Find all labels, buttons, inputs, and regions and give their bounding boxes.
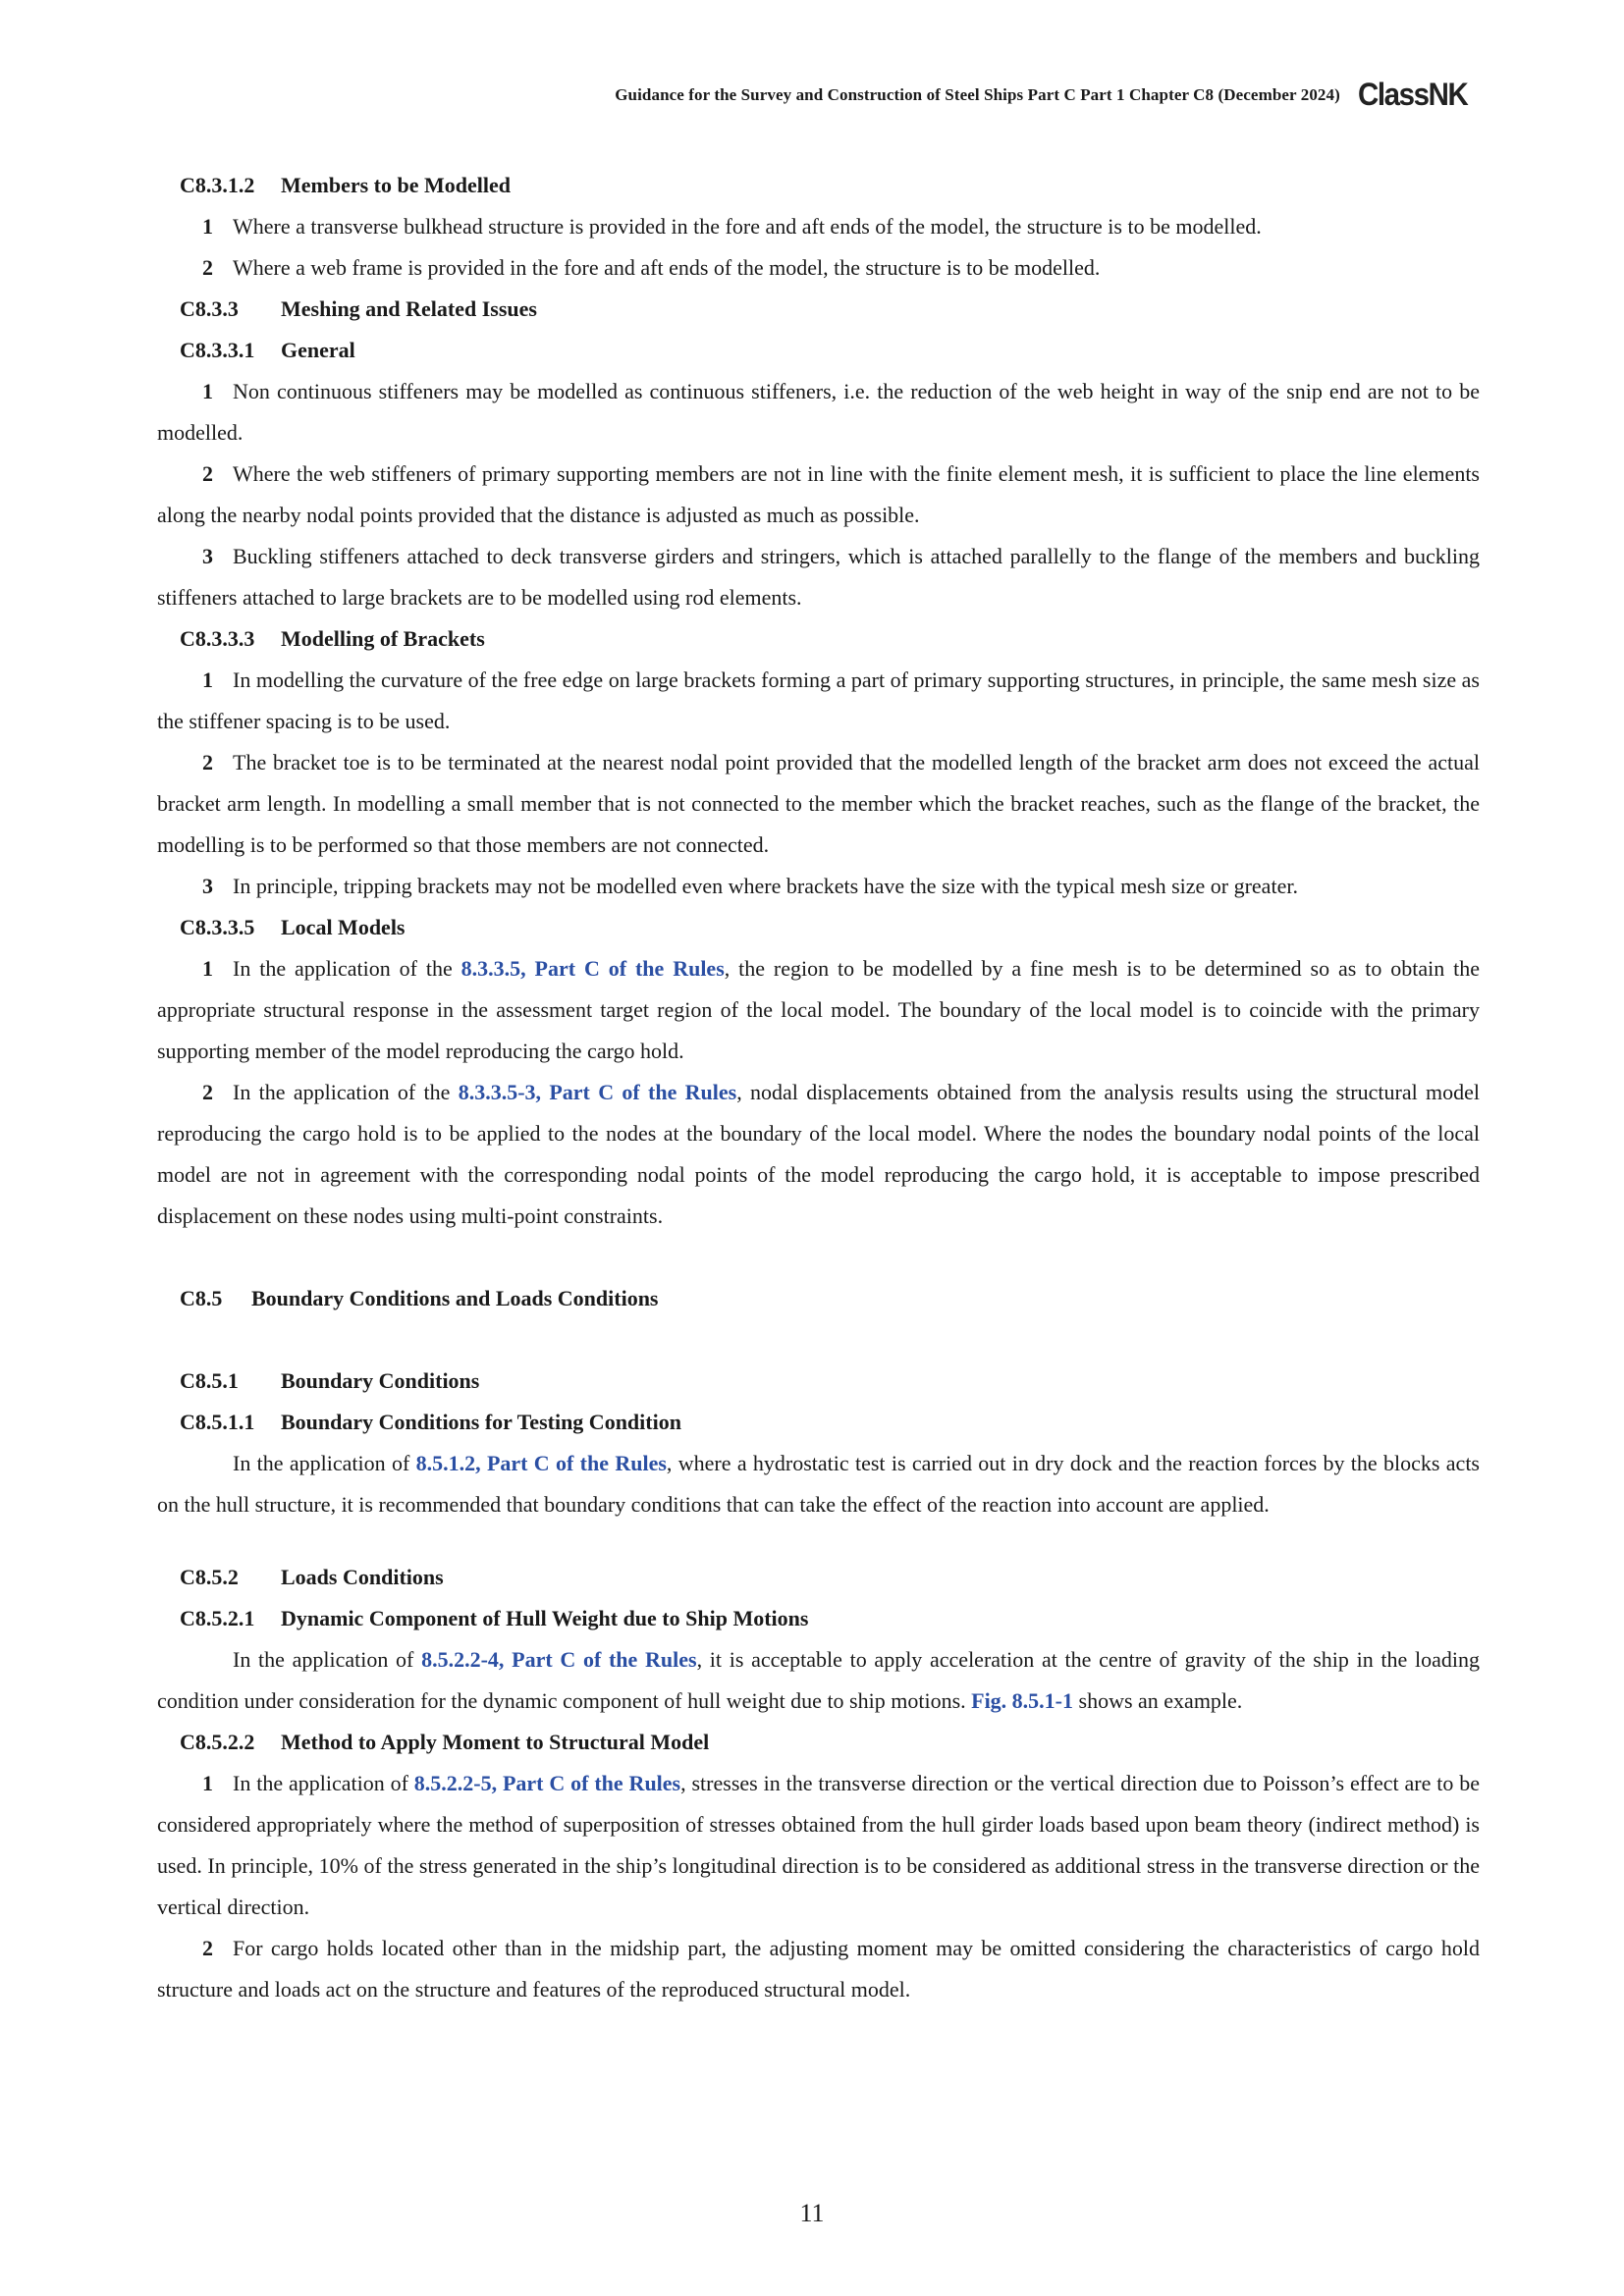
paragraph: 2 Where a web frame is provided in the fore and aft ends of the model, the structure is to be modelled. (202, 255, 1101, 280)
paragraph: 2 Where the web stiffeners of primary supporting members are not in line with the finite element mesh, it is sufficient to place the line elements along the nearby nodal points provided that the distance is adjusted as much as possible. (157, 461, 1480, 527)
section-heading: C8.3.3.1 General (180, 338, 355, 362)
paragraph: 1 In the application of 8.5.2.2-5, Part C of the Rules, stresses in the transverse direction or the vertical direction due to Poisson’s effect are to be considered appropriately where the method of superposition of stresses obtained from the hull girder loads based upon beam theory (indirect method) is used. In principle, 10% of the stress generated in the ship’s longitudinal direction is to be considered as additional stress in the transverse direction or the vertical direction. (157, 1771, 1480, 1919)
section-heading: C8.5.2 Loads Conditions (180, 1565, 444, 1589)
paragraph: In the application of 8.5.1.2, Part C of the Rules, where a hydrostatic test is carried out in dry dock and the reaction forces by the blocks acts on the hull structure, it is recommended that boundary conditions that can take the effect of the reaction into account are applied. (157, 1451, 1480, 1517)
document-body (157, 165, 1480, 2010)
paragraph: 1 Non continuous stiffeners may be modelled as continuous stiffeners, i.e. the reduction of the web height in way of the snip end are not to be modelled. (157, 379, 1480, 445)
chapter-heading: C8.5 Boundary Conditions and Loads Conditions (180, 1286, 659, 1310)
section-heading: C8.3.3.3 Modelling of Brackets (180, 626, 485, 651)
paragraph: 2 For cargo holds located other than in the midship part, the adjusting moment may be omitted considering the characteristics of cargo hold structure and loads act on the structure and features of the reproduced structural model. (157, 1936, 1480, 2002)
paragraph: 1 In the application of the 8.3.3.5, Part C of the Rules, the region to be modelled by a fine mesh is to be determined so as to obtain the appropriate structural response in the assessment target region of the local model. The boundary of the local model is to coincide with the primary supporting member of the model reproducing the cargo hold. (157, 956, 1481, 1063)
classnk-logo: ClassNK (1357, 77, 1468, 112)
section-heading: C8.3.3 Meshing and Related Issues (180, 296, 537, 321)
rules-reference-link[interactable]: 8.3.3.5, Part C of the Rules (460, 956, 725, 981)
page-number: 11 (799, 2199, 825, 2227)
paragraph: 3 In principle, tripping brackets may not be modelled even where brackets have the size with the typical mesh size or greater. (202, 874, 1298, 898)
rules-reference-link[interactable]: 8.5.1.2, Part C of the Rules (415, 1451, 667, 1475)
rules-reference-link[interactable]: 8.5.2.2-4, Part C of the Rules (421, 1647, 697, 1672)
paragraph: 2 In the application of the 8.3.3.5-3, Part C of the Rules, nodal displacements obtained from the analysis results using the structural model reproducing the cargo hold is to be applied to the nodes at the boundary of the local model. Where the nodes the boundary nodal points of the local model are not in agreement with the corresponding nodal points of the model reproducing the cargo hold, it is acceptable to impose prescribed displacement on these nodes using multi-point constraints. (157, 1080, 1480, 1228)
page-header (615, 77, 1477, 113)
paragraph: 1 In modelling the curvature of the free edge on large brackets forming a part of primary supporting structures, in principle, the same mesh size as the stiffener spacing is to be used. (157, 667, 1480, 733)
paragraph: 2 The bracket toe is to be terminated at the nearest nodal point provided that the modelled length of the bracket arm does not exceed the actual bracket arm length. In modelling a small member that is not connected to the member which the bracket reaches, such as the flange of the bracket, the modelling is to be performed so that those members are not connected. (157, 750, 1480, 857)
document-title: Guidance for the Survey and Construction of Steel Ships Part C Part 1 Chapter C8 (December 2024) (615, 84, 1340, 104)
paragraph: 1 Where a transverse bulkhead structure is provided in the fore and aft ends of the model, the structure is to be modelled. (202, 214, 1262, 239)
paragraph: In the application of 8.5.2.2-4, Part C of the Rules, it is acceptable to apply acceleration at the centre of gravity of the ship in the loading condition under consideration for the dynamic component of hull weight due to ship motions. Fig. 8.5.1-1 shows an example. (157, 1647, 1480, 1713)
section-heading: C8.3.1.2 Members to be Modelled (180, 173, 511, 197)
rules-reference-link[interactable]: 8.5.2.2-5, Part C of the Rules (413, 1771, 681, 1795)
section-heading: C8.5.1 Boundary Conditions (180, 1368, 480, 1393)
section-heading: C8.5.2.2 Method to Apply Moment to Structural Model (180, 1730, 710, 1754)
figure-reference-link[interactable]: Fig. 8.5.1-1 (971, 1688, 1074, 1713)
rules-reference-link[interactable]: 8.3.3.5-3, Part C of the Rules (458, 1080, 737, 1104)
section-heading: C8.3.3.5 Local Models (180, 915, 406, 939)
paragraph: 3 Buckling stiffeners attached to deck transverse girders and stringers, which is attached parallelly to the flange of the members and buckling stiffeners attached to large brackets are to be modelled using rod elements. (157, 544, 1480, 610)
section-heading: C8.5.1.1 Boundary Conditions for Testing Condition (180, 1410, 681, 1434)
section-heading: C8.5.2.1 Dynamic Component of Hull Weight due to Ship Motions (180, 1606, 809, 1630)
